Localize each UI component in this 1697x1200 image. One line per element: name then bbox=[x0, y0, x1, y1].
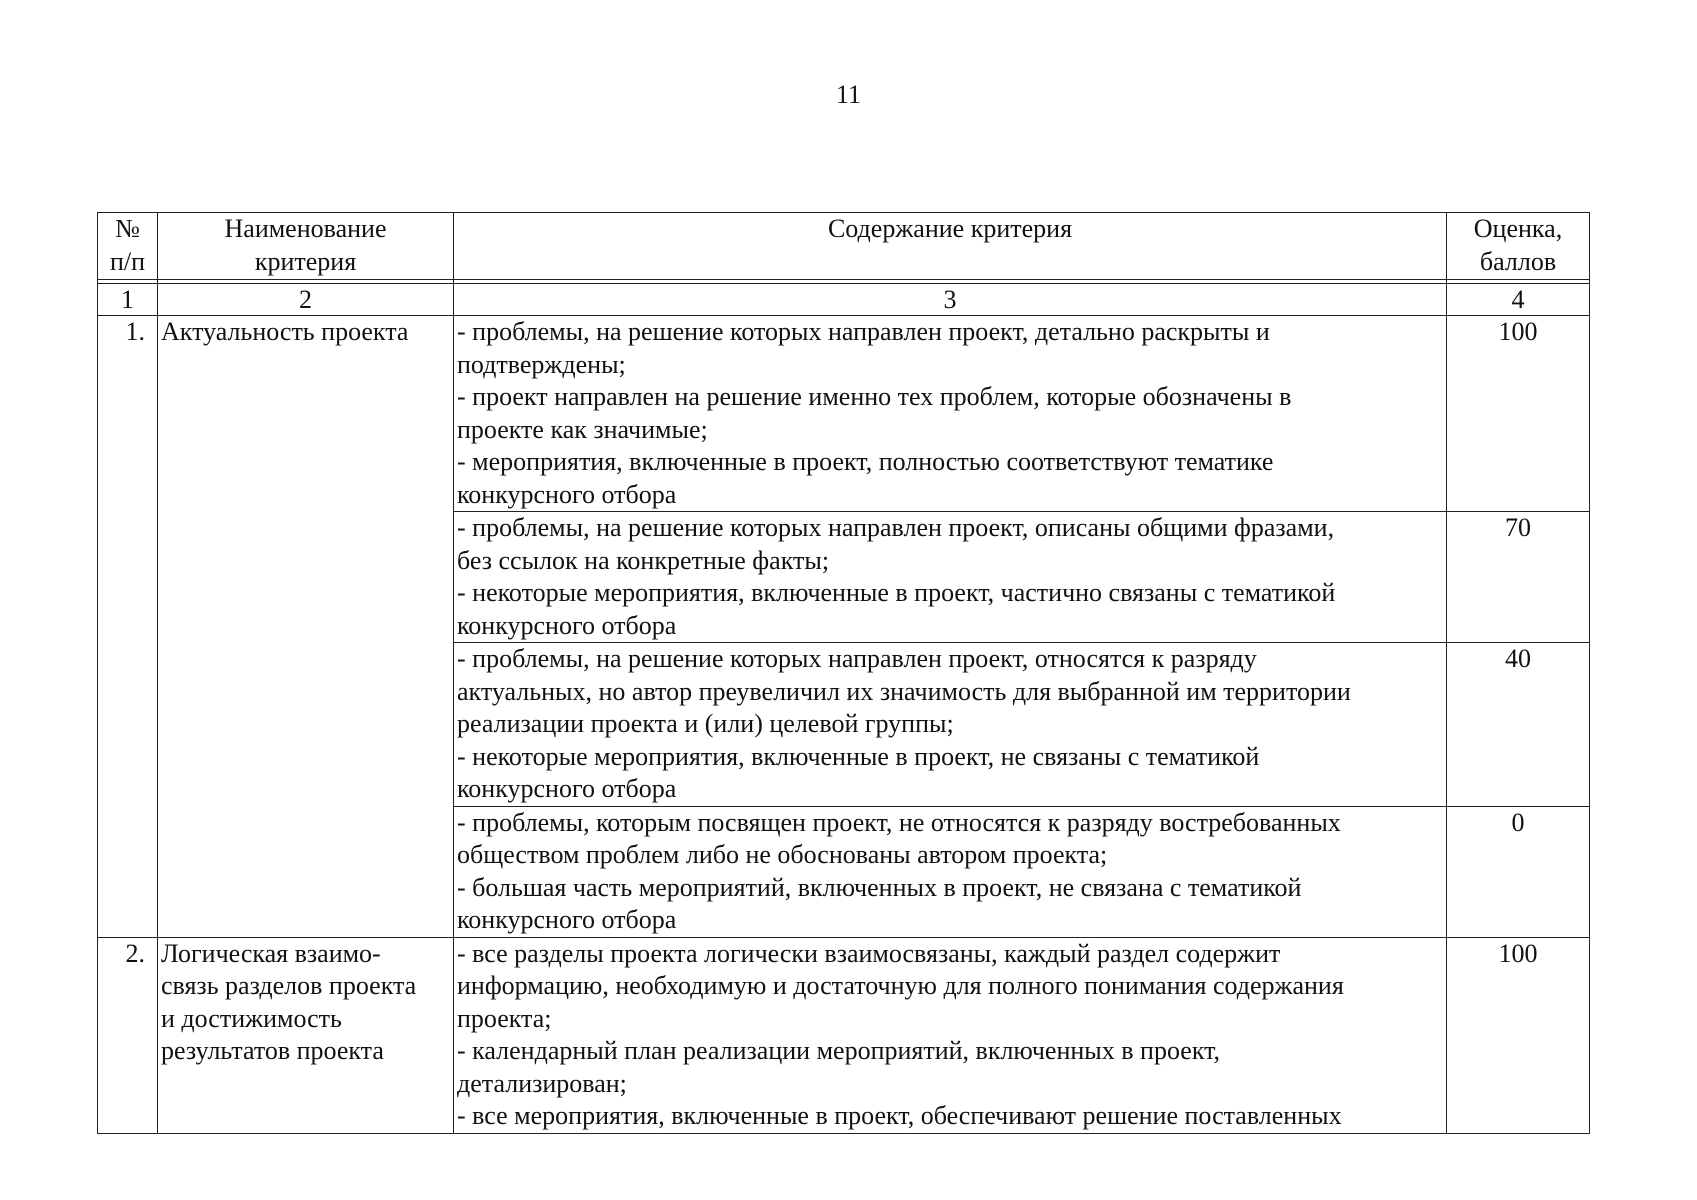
criterion-name bbox=[158, 937, 454, 1133]
header-content: Содержание критерия bbox=[454, 213, 1447, 280]
content-line: - проблемы, на решение которых направлен проект, описаны общими фразами, bbox=[457, 513, 1335, 542]
content-line: - все мероприятия, включенные в проект, обеспечивают решение поставленных bbox=[457, 1101, 1342, 1130]
content-line: - проблемы, которым посвящен проект, не относятся к разряду востребованных bbox=[457, 807, 1341, 837]
content-line: - все разделы проекта логически взаимосвязаны, каждый раздел содержит bbox=[457, 938, 1281, 968]
criterion-name-line: Логическая взаимо- bbox=[161, 938, 381, 968]
content-line: - мероприятия, включенные в проект, полностью соответствуют тематике bbox=[457, 447, 1274, 476]
page-number: 11 bbox=[835, 80, 862, 109]
score-value: 100 bbox=[1447, 316, 1590, 512]
score-value: 70 bbox=[1447, 512, 1590, 643]
content-line: реализации проекта и (или) целевой группы; bbox=[457, 709, 954, 738]
score-value: 0 bbox=[1447, 806, 1590, 937]
criteria-body bbox=[98, 316, 1590, 1134]
content-line: - календарный план реализации мероприятий, включенных в проект, bbox=[457, 1036, 1221, 1065]
criterion-content bbox=[454, 937, 1447, 1133]
content-line: проекта; bbox=[457, 1003, 552, 1033]
content-line: без ссылок на конкретные факты; bbox=[457, 545, 830, 575]
content-line: - большая часть мероприятий, включенных в проект, не связана с тематикой bbox=[457, 872, 1302, 902]
content-line: - проблемы, на решение которых направлен проект, относятся к разряду bbox=[457, 644, 1257, 673]
column-number: 4 bbox=[1447, 284, 1590, 316]
content-line: детализирован; bbox=[457, 1068, 627, 1098]
criterion-level-row bbox=[98, 316, 1590, 512]
header-score: Оценка, баллов bbox=[1447, 213, 1590, 280]
criterion-content bbox=[454, 806, 1447, 937]
criterion-name-line: Актуальность проекта bbox=[161, 317, 409, 346]
column-number: 2 bbox=[158, 284, 454, 316]
content-line: актуальных, но автор преувеличил их значимость для выбранной им территории bbox=[457, 676, 1351, 706]
content-line: информацию, необходимую и достаточную для полного понимания содержания bbox=[457, 971, 1344, 1000]
column-number: 3 bbox=[454, 284, 1447, 316]
criterion-number: 2. bbox=[98, 937, 158, 1133]
criterion-name-line: и достижимость bbox=[161, 1003, 342, 1033]
criterion-content bbox=[454, 512, 1447, 643]
criterion-name-line: результатов проекта bbox=[161, 1036, 384, 1065]
header-num: № п/п bbox=[98, 213, 158, 280]
content-line: - проект направлен на решение именно тех проблем, которые обозначены в bbox=[457, 382, 1292, 411]
content-line: - некоторые мероприятия, включенные в проект, частично связаны с тематикой bbox=[457, 578, 1336, 607]
content-line: конкурсного отбора bbox=[457, 774, 677, 803]
content-line: проекте как значимые; bbox=[457, 414, 708, 444]
criterion-name bbox=[158, 316, 454, 938]
criterion-number: 1. bbox=[98, 316, 158, 938]
score-value: 40 bbox=[1447, 643, 1590, 807]
criterion-name-line: связь разделов проекта bbox=[161, 971, 417, 1000]
content-line: - проблемы, на решение которых направлен проект, детально раскрыты и bbox=[457, 317, 1270, 346]
column-number-row bbox=[98, 284, 1590, 316]
content-line: подтверждены; bbox=[457, 349, 626, 379]
content-line: обществом проблем либо не обоснованы автором проекта; bbox=[457, 840, 1108, 869]
criteria-table bbox=[97, 212, 1590, 1134]
content-line: конкурсного отбора bbox=[457, 905, 677, 934]
header-row bbox=[98, 213, 1590, 280]
content-line: конкурсного отбора bbox=[457, 479, 677, 509]
content-line: - некоторые мероприятия, включенные в проект, не связаны с тематикой bbox=[457, 741, 1260, 771]
header-name: Наименование критерия bbox=[158, 213, 454, 280]
score-value: 100 bbox=[1447, 937, 1590, 1133]
column-number: 1 bbox=[98, 284, 158, 316]
criterion-content bbox=[454, 316, 1447, 512]
content-line: конкурсного отбора bbox=[457, 610, 677, 640]
criterion-content bbox=[454, 643, 1447, 807]
criterion-level-row bbox=[98, 937, 1590, 1133]
